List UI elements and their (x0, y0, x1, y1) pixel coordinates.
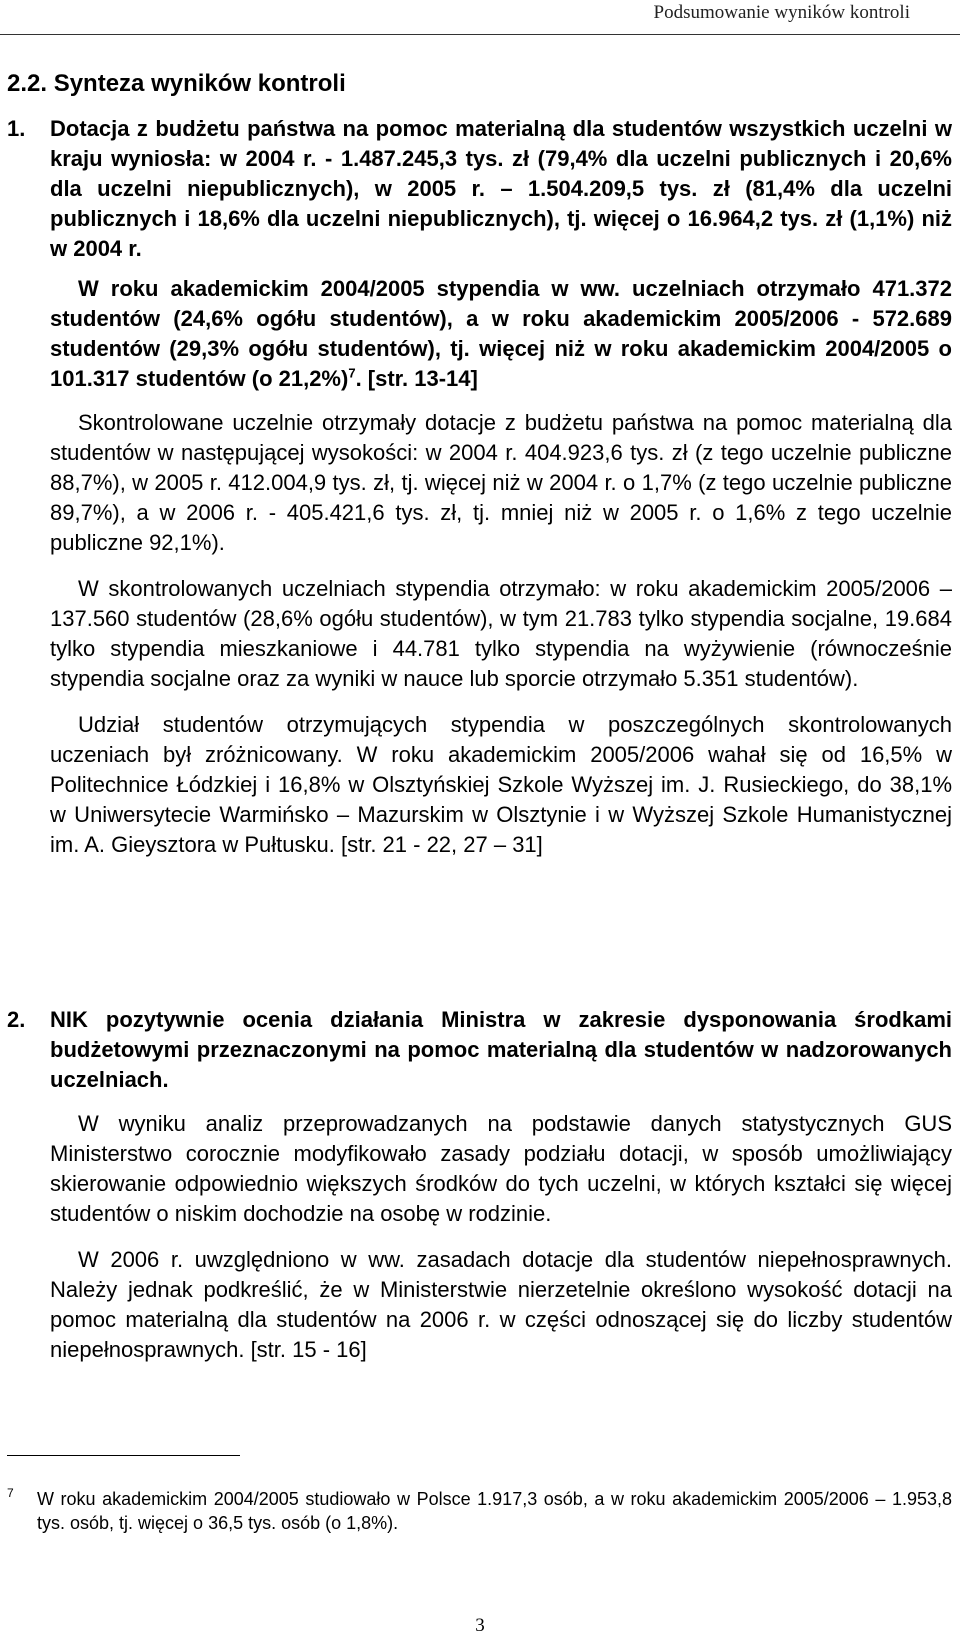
page-number: 3 (475, 1615, 485, 1636)
item-lead: Dotacja z budżetu państwa na pomoc materialną dla studentów wszystkich uczelni w kraju wyniosła: w 2004 r. - 1.487.245,3 tys. zł (79,4% dla uczelni publicznych i 20,6% dla uczelni niepublicznych), w 2005 r. – 1.504.209,5 tys. zł (81,4% dla uczelni publicznych i 18,6% dla uczelni niepublicznych), tj. więcej o 16.964,2 tys. zł (1,1%) niż w 2004 r. (50, 116, 952, 261)
paragraph: W wyniku analiz przeprowadzanych na podstawie danych statystycznych GUS Ministerstwo corocznie modyfikowało zasady podziału dotacji, w sposób umożliwiający skierowanie odpowiednio większych środków do tych uczelni, w których kształci się więcej studentów o niskim dochodzie na osobę w rodzinie. (50, 1111, 952, 1226)
paragraph: W skontrolowanych uczelniach stypendia otrzymało: w roku akademickim 2005/2006 – 137.560 studentów (28,6% ogółu studentów), w tym 21.783 tylko stypendia socjalne, 19.684 tylko stypendia mieszkaniowe i 44.781 tylko stypendia na wyżywienie (równocześnie stypendia socjalne oraz za wyniki w nauce lub sporcie otrzymało 5.351 studentów). (50, 576, 952, 691)
finding-item-1 (7, 114, 952, 860)
footnote-rule (7, 1455, 240, 1456)
item-lead: NIK pozytywnie ocenia działania Ministra w zakresie dysponowania środkami budżetowymi przeznaczonymi na pomoc materialną dla studentów w nadzorowanych uczelniach. (50, 1007, 952, 1092)
footnote (7, 1487, 952, 1535)
header-rule (0, 34, 960, 35)
footnote-text: W roku akademickim 2004/2005 studiowało w Polsce 1.917,3 osób, a w roku akademickim 2005/2006 – 1.953,8 tys. osób, tj. więcej o 36,5 tys. osób (o 1,8%). (37, 1489, 952, 1533)
bold-paragraph (50, 274, 952, 394)
section-title: 2.2. Synteza wyników kontroli (7, 70, 346, 97)
footnote-number: 7 (7, 1486, 14, 1500)
item-number: 1. (7, 116, 26, 141)
footnote-ref: 7 (348, 365, 356, 381)
running-header: Podsumowanie wyników kontroli (653, 2, 910, 23)
paragraph: Udział studentów otrzymujących stypendia w poszczególnych skontrolowanych uczeniach był zróżnicowany. W roku akademickim 2005/2006 wahał się od 16,5% w Politechnice Łódzkiej i 16,8% w Olsztyńskiej Szkole Wyższej im. J. Rusieckiego, do 38,1% w Uniwersytecie Warmińsko – Mazurskim w Olsztynie i w Wyższej Szkole Humanistycznej im. A. Gieysztora w Pułtusku. [str. 21 - 22, 27 – 31] (50, 712, 952, 857)
paragraph: W 2006 r. uwzględniono w ww. zasadach dotacje dla studentów niepełnosprawnych. Należy jednak podkreślić, że w Ministerstwie nierzetelnie określono wysokość dotacji na pomoc materialną dla studentów na 2006 r. w części odnoszącej się do liczby studentów niepełnosprawnych. [str. 15 - 16] (50, 1247, 952, 1362)
paragraph: Skontrolowane uczelnie otrzymały dotacje z budżetu państwa na pomoc materialną dla studentów w następującej wysokości: w 2004 r. 404.923,6 tys. zł (z tego uczelnie publiczne 88,7%), w 2005 r. 412.004,9 tys. zł, tj. więcej niż w 2004 r. o 1,7% (z tego uczelnie publiczne 89,7%), a w 2006 r. - 405.421,6 tys. zł, tj. mniej niż w 2005 r. o 1,6% z tego uczelnie publiczne 92,1%). (50, 410, 952, 555)
bold-paragraph-text: W roku akademickim 2004/2005 stypendia w ww. uczelniach otrzymało 471.372 studentów (24,6% ogółu studentów), a w roku akademickim 2005/2006 - 572.689 studentów (29,3% ogółu studentów), tj. więcej niż w roku akademickim 2004/2005 o 101.317 studentów (o 21,2%) (50, 276, 952, 391)
item-number: 2. (7, 1007, 26, 1032)
bold-paragraph-tail: . [str. 13-14] (355, 366, 478, 391)
finding-item-2 (7, 1005, 952, 1365)
